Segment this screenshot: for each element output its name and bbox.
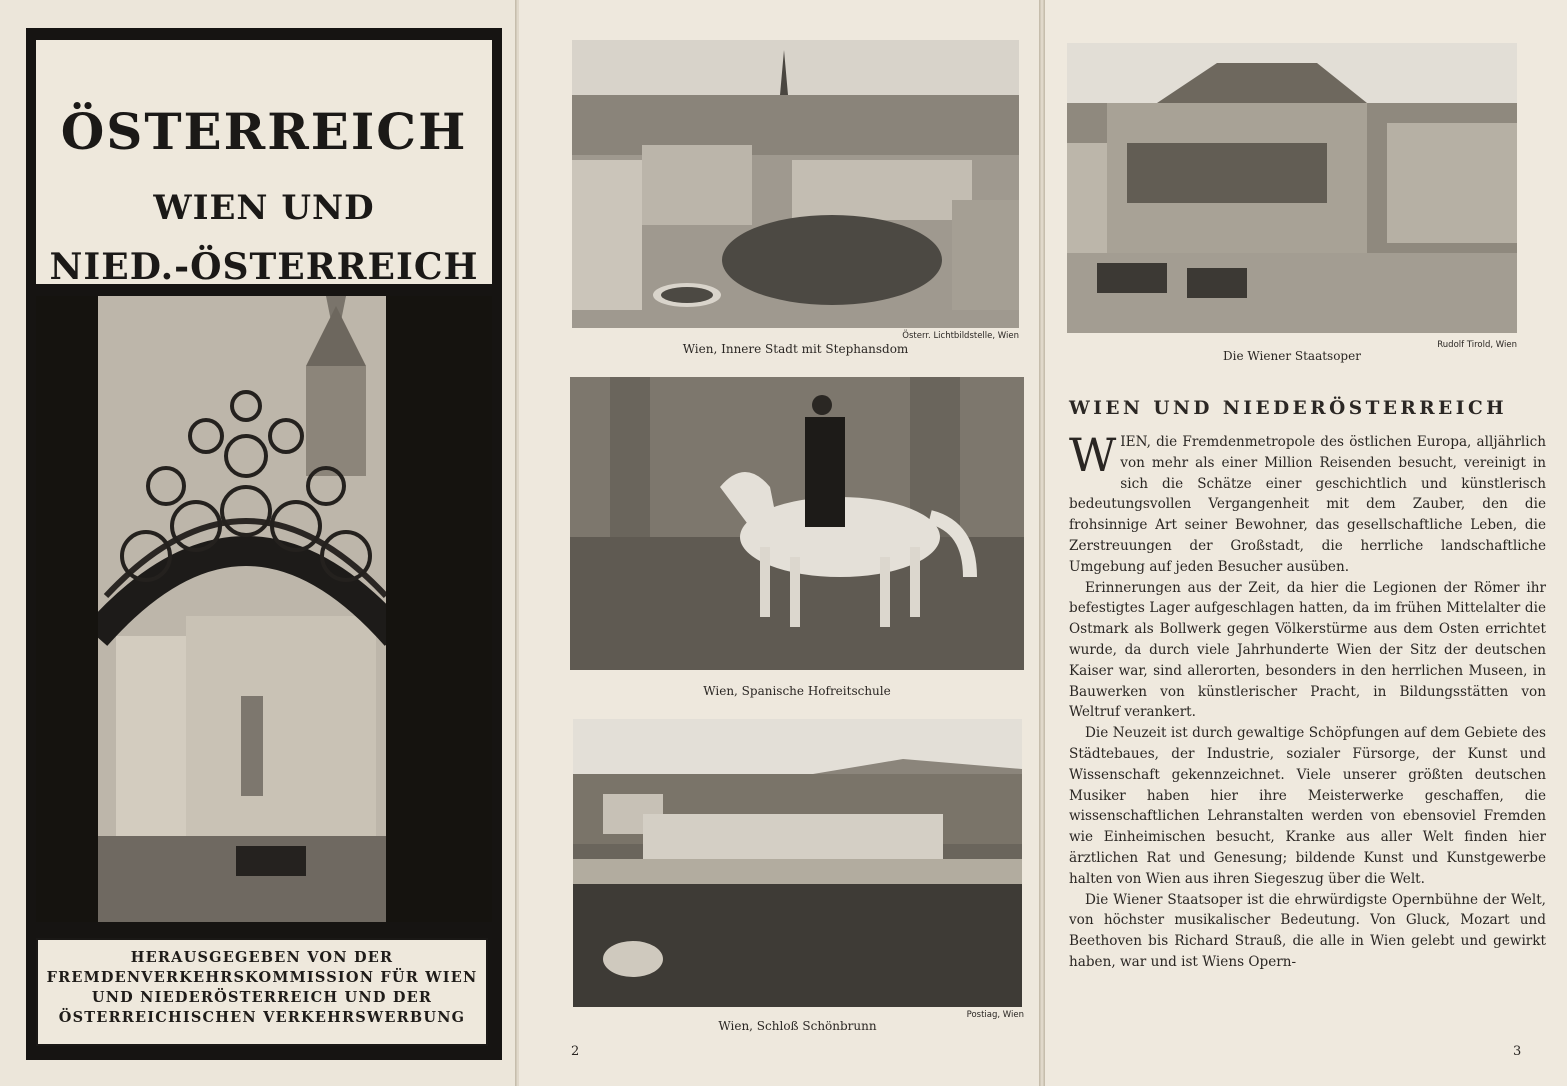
- cover-title-box: [36, 40, 492, 288]
- publisher-line: UND NIEDERÖSTERREICH UND DER: [91, 989, 433, 1006]
- publisher-line: ÖSTERREICHISCHEN VERKEHRSWERBUNG: [58, 1009, 466, 1026]
- paragraph: [1069, 428, 1546, 578]
- cover-photo-gate-and-church: [36, 296, 492, 922]
- cover-title-line2: WIEN UND: [153, 188, 375, 228]
- photo-credit: Rudolf Tirold, Wien: [1437, 340, 1517, 350]
- cover-page: [0, 0, 515, 1086]
- photo-schoenbrunn: [573, 719, 1022, 1007]
- photo-credit: Postiag, Wien: [966, 1010, 1024, 1020]
- photo-staatsoper: [1067, 43, 1517, 333]
- paragraph-text: IEN, die Fremdenmetropole des östlichen Europa, alljährlich von mehr als einer Million Reisenden besucht, vereinigt in sich die Schätze einer geschichtlich und künstlerisch bedeutungsvollen Vergangenheit mit dem Zauber, den die frohsinnige Art seiner Bewohner, das gesellschaftliche Leben, die Zerstreuungen der Großstadt, die herrliche landschaftliche Umgebung auf jeden Besucher ausüben.: [1069, 434, 1546, 575]
- photo-caption: Wien, Innere Stadt mit Stephansdom: [682, 342, 909, 356]
- photo-caption: Wien, Spanische Hofreitschule: [703, 684, 891, 698]
- article-body: [1069, 428, 1546, 973]
- photo-caption: Die Wiener Staatsoper: [1223, 349, 1361, 363]
- dropcap: W: [1069, 428, 1117, 482]
- page-2: [519, 0, 1041, 1086]
- publisher-line: FREMDENVERKEHRSKOMMISSION FÜR WIEN: [46, 969, 478, 986]
- page-number: 3: [1513, 1044, 1522, 1059]
- paragraph: Die Neuzeit ist durch gewaltige Schöpfungen auf dem Gebiete des Städtebaues, der Industrie, sozialer Fürsorge, der Kunst und Wissenschaft gekennzeichnet. Viele unserer größten deutschen Musiker haben hier ihre Meisterwerke geschaffen, die wissenschaftlichen Lehranstalten werden von ebensoviel Fremden wie Einheimischen besucht, Kranke aus aller Welt finden hier ärztlichen Rat und Genesung; bildende Kunst und Kunstgewerbe halten von Wien aus ihren Siegeszug über die Welt.: [1069, 725, 1546, 887]
- publisher-line: HERAUSGEGEBEN VON DER: [130, 949, 394, 966]
- photo-innere-stadt: [572, 40, 1019, 328]
- paragraph: Erinnerungen aus der Zeit, da hier die Legionen der Römer ihr befestigtes Lager aufgeschlagen hatten, da im frühen Mittelalter die Ostmark als Bollwerk gegen Völkerstürme aus dem Osten errichtet wurde, da durch viele Jahrhunderte Wien der Sitz der deutschen Kaiser war, sind allerorten, besonders in den herrlichen Museen, in Bauwerken von künstlerischer Pracht, in Bildungsstätten von Weltruf verankert.: [1069, 579, 1546, 721]
- paragraph: Die Wiener Staatsoper ist die ehrwürdigste Opernbühne der Welt, von höchster musikalischer Bedeutung. Von Gluck, Mozart und Beethoven bis Richard Strauß, die alle in Wien gelebt und gewirkt haben, war und ist Wiens Opern-: [1069, 891, 1546, 970]
- page-number: 2: [571, 1044, 580, 1059]
- photo-hofreitschule: [570, 377, 1024, 670]
- photo-credit: Österr. Lichtbildstelle, Wien: [902, 331, 1019, 341]
- cover-title-line3: NIED.-ÖSTERREICH: [49, 246, 479, 288]
- section-heading: WIEN UND NIEDERÖSTERREICH: [1069, 398, 1508, 419]
- cover-publisher-box: [36, 938, 488, 1046]
- cover-title-line1: ÖSTERREICH: [60, 102, 468, 161]
- page-3: [1045, 0, 1567, 1086]
- photo-caption: Wien, Schloß Schönbrunn: [718, 1019, 877, 1033]
